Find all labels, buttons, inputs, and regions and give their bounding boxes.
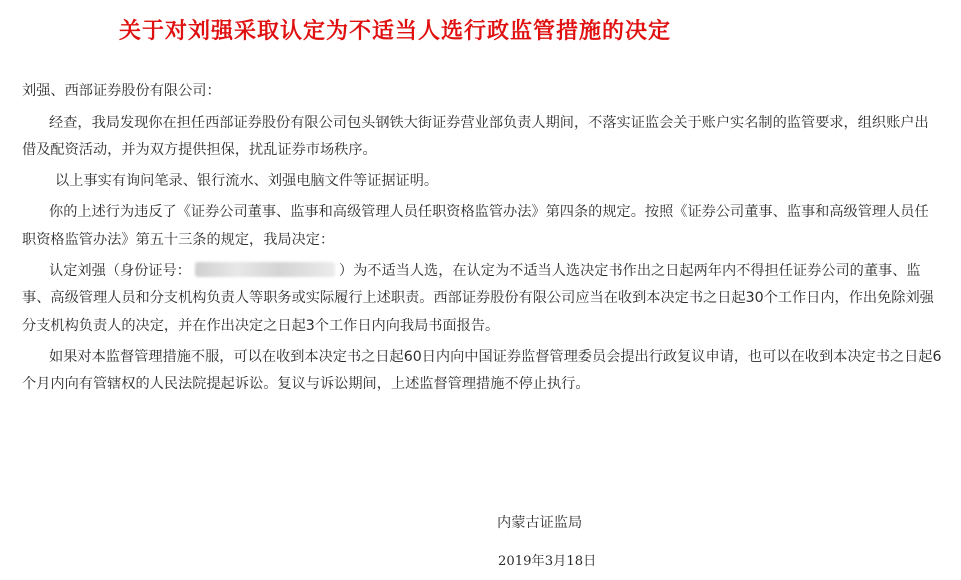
addressee: 刘强、西部证券股份有限公司： [22,83,221,99]
document-title: 关于对刘强采取认定为不适当人选行政监管措施的决定 [118,19,671,44]
paragraph-violation: 你的上述行为违反了《证券公司董事、监事和高级管理人员任职资格监管办法》第四条的规定。按照《证券公司董事、监事和高级管理人员任职资格监管办法》第五十三条的规定，我局决定： [22,204,929,248]
paragraph-appeal: 如果对本监督管理措施不服，可以在收到本决定书之日起60日内向中国证券监督管理委员会提出行政复议申请，也可以在收到本决定书之日起6个月内向有管辖权的人民法院提起诉讼。复议与诉讼期间，上述监督管理措施不停止执行。 [22,348,942,392]
decision-text-end: ）为不适当人选，在认定为不适当人选决定书作出之日起两年内不得担任证券公司的董事、监事、高级管理人员和分支机构负责人等职务或实际履行上述职责。西部证券股份有限公司应当在收到本决定书之日起30个工作日内，作出免除刘强分支机构负责人的决定，并在作出决定之日起3个工作日内向我局书面报告。 [22,262,934,334]
paragraph-decision [22,258,942,341]
paragraph-findings: 经查，我局发现你在担任西部证券股份有限公司包头钢铁大街证券营业部负责人期间，不落实证监会关于账户实名制的监管要求，组织账户出借及配资活动，并为双方提供担保，扰乱证券市场秩序。 [22,114,929,158]
document-body [22,78,942,402]
signature-date: 2019年3月18日 [498,554,597,569]
redacted-id-number [195,262,335,277]
decision-text-start: 认定刘强（身份证号： [49,262,191,279]
paragraph-evidence: 以上事实有询问笔录、银行流水、刘强电脑文件等证据证明。 [55,173,439,189]
signature-organization: 内蒙古证监局 [497,515,583,531]
